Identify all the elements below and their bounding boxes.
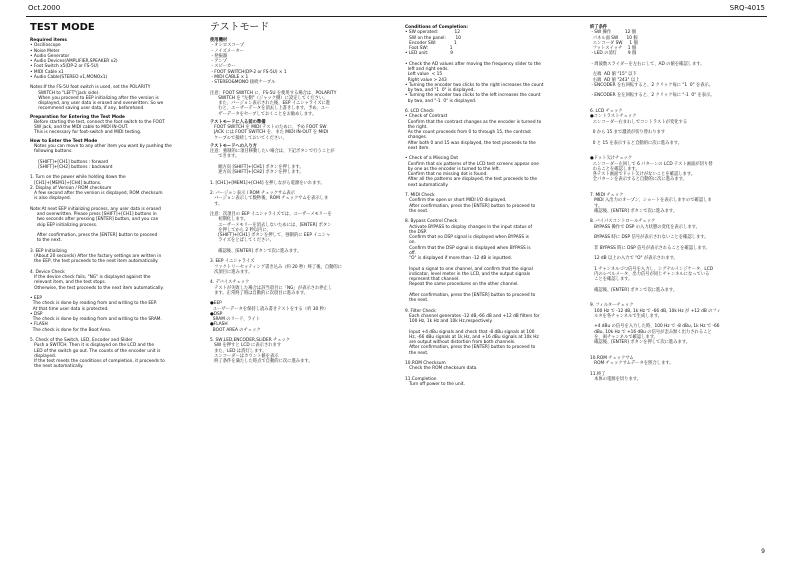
text-line: 12 dB 以上の入力で "O" が表示されます。	[590, 256, 678, 261]
text-line: エンコーダー右まわしでコントラストが変化する	[590, 119, 688, 125]
text-line: ・発振器	[210, 53, 228, 59]
text-line: displayed.	[30, 353, 57, 359]
text-line: After confirmation, press the [ENTER] button to proceed to	[405, 345, 536, 351]
text-line: テストが失敗した場合は該当項目に「NG」が表示され停止し	[210, 285, 333, 291]
text-line: • Audio Cable(STEREO x1,MONOx1)	[30, 74, 108, 80]
text-line: After confirmation, press the [ENTER] button to proceed	[30, 233, 158, 238]
text-line: This is necessary for foot-switch and MIDI testing.	[30, 130, 142, 136]
text-line: 0 と 15 を表示すると自動的に次に進みます。	[590, 140, 683, 146]
text-line: The check is done by reading from and writing to the SRAM.	[30, 317, 162, 322]
column-english-1	[30, 22, 200, 370]
text-line: SWITCH を "左側"（ジャック側）に設定してください。	[210, 95, 328, 101]
text-line: JACK には FOOT SWITCH を、また MIDI IN-OUT を MIDI	[210, 130, 329, 136]
section-heading: Conditions of Completion:	[405, 25, 468, 30]
text-line: パネル面 SW 10 個	[590, 35, 638, 41]
text-line: indicator, level meter in the LCD, and the output signals	[405, 271, 531, 277]
text-line: the next automatically.	[30, 364, 84, 370]
text-line: 9. Filter Check	[405, 308, 436, 314]
text-line: +4 dBu の信号を入力した時、100 Hz で -8 dBu, 1k Hz で -66	[590, 324, 720, 330]
text-line: Check the ROM checksum data.	[405, 366, 478, 372]
text-line: FOOT SWITCH を MIDI テストのために、予め FOOT SW	[210, 125, 327, 130]
text-line: 4. デバイスチェック	[210, 280, 250, 286]
header-model: SRQ-4015	[729, 4, 765, 12]
section-heading: Required items	[30, 38, 67, 43]
text-line: 10.ROM チェックサム	[590, 355, 634, 361]
text-line: A few second after the version is displayed, ROM checksum	[30, 191, 163, 196]
section-heading: テストモードに入る前の準備	[210, 119, 266, 125]
section-title: TEST MODE	[30, 22, 95, 33]
text-line: 順方向 [SHIFT]+[CH1] ボタンを押します。	[210, 164, 304, 170]
section-heading: テストモードへの入り方	[210, 143, 257, 149]
text-line: SW on the panel: 10	[405, 35, 461, 41]
text-line: を、両チャンネルで確認します。	[590, 334, 658, 340]
text-line: After both 0 and 15 was displayed, the test proceeds to the	[405, 140, 536, 146]
text-line: ・ENCODER を右回転すると、2 クリック毎に "1 0" を表示。	[590, 82, 714, 88]
text-line: 11.終了	[590, 371, 606, 377]
section-heading: How to Enter the Test Mode	[30, 138, 98, 144]
text-line: BYPASS 操作で DSP の入力状態の変化を表示します。	[590, 224, 700, 230]
text-line: 各テスト画面でドット欠けがないことを確認します。	[590, 172, 696, 177]
text-line: 注意：FOOT SWITCH に、FS-5U を使用する場合は、POLARITY	[210, 90, 337, 96]
text-line: Encoder SW: 1	[405, 40, 457, 46]
text-line: ユーザーデータを保持し読み書きテストをする（約 30 秒）	[210, 306, 329, 312]
text-line: 6. LCD チェック	[590, 109, 623, 114]
text-line: 5. SW,LED,ENCODER,SLIDER チェック	[210, 338, 291, 343]
text-line: ●ドット欠けチェック	[590, 156, 633, 162]
text-line: next item.	[405, 145, 430, 151]
text-line: 10.ROM Checksum	[405, 361, 446, 366]
text-line: ●コントラストチェック	[590, 114, 637, 120]
text-line: Confirm that no missing dot is found.	[405, 172, 488, 177]
text-line: • Noise Meter	[30, 48, 60, 54]
text-line: 1 チャンネルづつ信号を入力し、シグナルインジケータ、LCD	[590, 266, 714, 272]
text-line: by one as the encoder is turned to the left.	[405, 166, 501, 172]
text-line: ・スピーカー	[210, 64, 236, 70]
page-number: 9	[761, 548, 765, 555]
text-line: [SHIFT]+[CH2] buttons : backward	[30, 164, 113, 170]
text-line: • Check of a Missing Dot	[405, 156, 459, 162]
text-line: Confirm that no DSP signal is displayed when BYPASS is	[405, 235, 529, 240]
text-line: displayed, any user data is erased and overwritten. So we	[30, 101, 164, 106]
text-line: Confirm that the DSP signal is displayed when BYPASS is	[405, 245, 531, 251]
text-line: After confirmation, press the [ENTER] button to proceed to	[405, 203, 536, 209]
text-line: "O" is displayed if more than -12 dB is inputted.	[405, 256, 512, 261]
text-line: エンコーダ SW 1 個	[590, 40, 638, 46]
text-line: two seconds after pressing [ENTER] button, and you can	[30, 217, 159, 223]
text-line: After confirmation, press the [ENTER] button to proceed to	[405, 292, 536, 298]
text-line: • SW operated: 12	[405, 30, 461, 36]
text-line: (About 20 seconds) After the factory settings are written in	[30, 254, 162, 259]
section-heading: Preparation for Entering the Test Mode	[30, 114, 125, 120]
text-line: ます。正常終了時は自動的に次項目に進みます。	[210, 290, 308, 296]
text-line: 次項目に進みます。	[210, 269, 253, 275]
text-line: 終了条件を満たした時点で自動的に次に進みます。	[210, 359, 313, 364]
text-line: • EEP	[30, 296, 42, 301]
text-line: by two, and "-1 0" is displayed.	[405, 98, 477, 104]
text-line: Otherwise, the test proceeds to the next item automatically.	[30, 285, 164, 291]
text-line: 0 から 15 まで濃淡が切り替わります	[590, 130, 666, 135]
text-line: 本体の電源を切ります。	[590, 376, 642, 382]
text-line: [CH1]+[MEM1]+[CH4] buttons.	[30, 180, 102, 186]
text-line: As the count proceeds from 0 to through 15, the contrast	[405, 130, 531, 135]
text-line: SRAM のリード、ライト	[210, 317, 261, 322]
text-line: 初期化します。	[210, 217, 248, 223]
text-line: represent that channel.	[405, 277, 460, 282]
text-line: 8. バイパスコントロールチェック	[590, 219, 656, 225]
text-line: to the next.	[30, 238, 62, 244]
text-line: The check is done by reading from and writing to the EEP.	[30, 301, 158, 307]
text-line: ケーブルで接続しておいてください。	[210, 135, 287, 141]
text-line: If the test meets the conditions of completion, it proceeds to	[30, 359, 165, 364]
text-line: Each channel generates -12 dB,-66 dB and +12 dB filters for	[405, 313, 540, 319]
text-line: 100 Hz で -12 dB, 1k Hz で -66 dB, 10k Hz が +12 dB のフィ	[590, 308, 721, 314]
text-line: Foot SW: 1	[405, 46, 453, 51]
text-line: Right value > 243	[405, 77, 447, 83]
text-line: 1. [CH1]+[MEM1]+[CH4] を押しながら電源をいれます。	[210, 180, 325, 186]
text-line: Repeat the same procedures on the other channel.	[405, 282, 519, 288]
text-line: LED of the switch go out. The counts of the encoder unit is	[30, 348, 161, 354]
text-line: • MIDI Cable x1	[30, 69, 64, 75]
text-line: ユーザーメモリーを消去しないためには、[ENTER] ボタン	[210, 222, 332, 228]
text-line: left and right ends.	[405, 67, 449, 72]
text-line: 3. EEP Initializing	[30, 248, 67, 254]
text-line: むと、ユーザーデータを消去し上書きします。予め、ユー	[210, 106, 330, 112]
text-line: 100 Hz, 1k Hz and 10k Hz,respectively.	[405, 319, 493, 324]
text-line: エンコーダー左回しで 6 パターンの LCD テスト画面が切り替	[590, 161, 713, 167]
text-line: Hz, -66 dBu signals at 1k Hz, and +16 dBu signals at 10k Hz	[405, 334, 539, 340]
text-line: • DSP	[30, 311, 43, 317]
text-line: 6. LCD Check	[405, 109, 434, 114]
text-line: Input +4 dBu signals and check that -8 dBu signals at 100	[405, 329, 535, 335]
text-line: are output without distortion from both channels.	[405, 340, 516, 345]
text-line: dBu, 10k Hz で +16 dBu の信号が歪み無く出力されること	[590, 329, 712, 335]
text-line: Input a signal to one channel, and confirm that the signal	[405, 266, 533, 272]
text-line: Activate BYPASS to display changes in the input status of	[405, 224, 533, 230]
text-line: ・MIDI CABLE × 1	[210, 74, 249, 80]
text-line: 非 BYPASS 時に DSP 信号が表示されることを確認します。	[590, 245, 710, 251]
text-line: • Foot Switch x5(DP-2 or FS-5U)	[30, 64, 99, 70]
text-line: ファクトリーセッティング書き込み（約 20 秒）終了後、自動的に	[210, 264, 343, 270]
text-line: • Turning the encoder two clicks to the right increases the count	[405, 82, 544, 88]
text-line: ライズをとばしてください。	[210, 238, 274, 244]
text-line: 確認後、[ENTER] ボタンで次に進みます。	[590, 287, 678, 293]
text-line: わることを確認します。	[590, 166, 640, 172]
text-line: ・アンプ	[210, 59, 228, 64]
text-line: 9. フィルターチェック	[590, 303, 634, 309]
text-line: ・SW 操作 12 個	[590, 30, 637, 36]
text-line: Notes you can move to any other item you want by pushing the	[30, 143, 172, 149]
column-japanese-2	[590, 22, 760, 382]
text-line: [SHIFT]+[CH1] ボタンを押して、強制的に EEP イニシャ	[210, 233, 331, 238]
text-line: す。	[210, 201, 223, 207]
text-line: skip EEP initializing process.	[30, 222, 98, 228]
text-line: Confirm that the contrast changes as the encoder is turned to	[405, 119, 542, 125]
text-line: また、LED は消灯します。	[210, 348, 267, 354]
text-line: 全パターンを表示すると自動的に次に進みます。	[590, 177, 687, 183]
text-line: 内のレベルメータ、出力信号が同じチャンネルになっている	[590, 271, 710, 277]
text-line: ・STEREO&MONO 接続ケーブル	[210, 80, 276, 85]
text-line: Notes:If the FS-5U foot switch is used, set the POLARITY	[30, 85, 151, 91]
text-line: following buttons.	[30, 149, 73, 154]
text-line: フットスイッチ 1 個	[590, 46, 637, 51]
text-line: If the device check fails, "NG" is displayed against the	[30, 275, 151, 280]
text-line: the right.	[405, 124, 428, 130]
text-line: The check is done for the Boot Area.	[30, 327, 112, 333]
text-line: the next.	[405, 350, 429, 356]
text-line: relevant item, and the test stops.	[30, 280, 107, 286]
text-line: • FLASH	[30, 322, 48, 328]
text-line: Confirm that six patterns of the LCD test screens appear one	[405, 161, 539, 167]
text-line: by two, and "1 0" is displayed.	[405, 88, 475, 93]
text-line: • Check of Contrast	[405, 114, 448, 120]
text-line: ザーデータをセーブしておくことをお勧めします。	[210, 111, 317, 117]
text-line: できます。	[210, 154, 240, 160]
text-line: 左端 AD 値 "15" 以下	[590, 72, 637, 78]
text-line: • Oscilloscope	[30, 43, 61, 49]
section-heading: 使用機材	[210, 38, 228, 43]
text-line: 確認後、[ENTER] ボタンで次に進みます。	[210, 248, 302, 254]
text-line: Turn off power to the unit.	[405, 382, 465, 387]
text-line: next automatically.	[405, 182, 449, 188]
text-line: • LED unit: 9	[405, 51, 454, 57]
text-line: the next.	[405, 298, 429, 303]
text-line: the EEP, the test proceeds to the next item automatically.	[30, 259, 159, 265]
text-line: BYPASS 時に DSP 信号が表示されないことを確認します。	[590, 235, 709, 240]
text-line: • Audio Generator	[30, 53, 70, 59]
text-line: 5. Check of the Switch, LED, Encoder and Slider	[30, 338, 133, 343]
text-line: changes.	[405, 135, 428, 141]
text-line: ROM チェックサムデータを照合します。	[590, 361, 674, 366]
text-line: SWITCH to "LEFT"(jack side).	[30, 90, 100, 96]
column-japanese-1	[210, 22, 380, 364]
text-line: ・ノイズメーター	[210, 48, 244, 54]
text-line: 7. MIDI Check	[405, 193, 435, 198]
text-line: off.	[405, 250, 417, 256]
text-line: on.	[405, 240, 416, 246]
text-line: ・FOOT SWITCH(DP-2 or FS-5U) × 1	[210, 69, 287, 75]
text-line: バージョン表示して数秒後、ROM チェックサムを表示しま	[210, 196, 329, 202]
text-line: recommend saving user data, if any, beforehand.	[30, 106, 145, 112]
text-line: 8. Bypass Control Check	[405, 219, 458, 225]
text-line: SW jack, and the MIDI cable to MIDI IN-OUT.	[30, 125, 129, 130]
text-line: 確認後、[ENTER] ボタンを押して次に進みます。	[590, 340, 691, 345]
text-line: [SHIFT]+[CH1] buttons : forward	[30, 159, 109, 165]
text-line: ルタを各チャンネルで生成します。	[590, 313, 663, 319]
text-line: 注意：強制的に項目移動したい場合は、下記ボタンで行うことが	[210, 149, 335, 154]
text-line: ・LED の消灯 9 個	[590, 51, 637, 57]
text-line: 逆方向 [SHIFT]+[CH2] ボタンを押します。	[210, 170, 304, 175]
text-line: ・ENCODER を左回転すると、2 クリック毎に "-1 0" を表示。	[590, 93, 715, 99]
text-line: When you proceed to EEP initializing after the version is	[30, 95, 159, 101]
text-line: 右端 AD 値 "243" 以上	[590, 77, 640, 83]
text-line: the DSP.	[405, 229, 427, 235]
text-line: ●DSP	[210, 311, 223, 317]
text-line: 2. Display of Version / ROM checksum	[30, 185, 112, 191]
text-line: BOOT AREA のチェック	[210, 327, 261, 333]
text-line: ・周波数スライダーを左右にして、AD の値を確認します。	[590, 61, 705, 67]
header-rule	[26, 16, 767, 17]
text-line: Confirm the open or short MIDI I/O displayed.	[405, 198, 507, 204]
section-heading: 終了条件	[590, 25, 608, 30]
text-line: 確認後、[ENTER] ボタンで次に進みます。	[590, 208, 678, 214]
text-line: SW を押すと LCD に表示されます	[210, 343, 282, 349]
text-line: また、バージョン表示された後、EEP イニシャライズに進	[210, 101, 331, 106]
column-english-2	[405, 22, 575, 387]
text-line: At that time user data is protected.	[30, 306, 109, 312]
text-line: を押してから 2 秒以内に、	[210, 227, 271, 233]
text-line: 3. EEP イニシャライズ	[210, 259, 255, 265]
text-line: す。	[590, 203, 603, 209]
text-line: 2. バージョン表示 / ROM チェックサム表示	[210, 191, 296, 196]
text-line: • Audio Devices(AMPLIFIER,SPEAKER x2)	[30, 59, 118, 64]
text-line: the next.	[405, 208, 429, 214]
section-title: テストモード	[210, 22, 270, 33]
text-line: ●FLASH	[210, 322, 228, 328]
text-line: MIDI 入出力のオープン、ショートを表示しますので確認しま	[590, 198, 712, 204]
text-line: ●EEP	[210, 301, 222, 307]
text-line: is also displayed.	[30, 196, 71, 202]
text-line: 注意：次項目の EEP イニシャライズでは、ユーザーメモリーを	[210, 212, 332, 217]
text-line: 7. MIDI チェック	[590, 193, 624, 198]
text-line: 11.Completion	[405, 376, 437, 382]
text-line: Note:At next EEP initializing process, any user data is erased	[30, 206, 161, 212]
text-line: 1. Turn on the power while holding down the	[30, 175, 126, 181]
text-line: Left value < 15	[405, 72, 443, 78]
text-line: After all the patterns are displayed, the test proceeds to the	[405, 177, 538, 183]
text-line: ことを確認します。	[590, 277, 633, 282]
text-line: Before starting the test, connect the foot switch to the FOOT	[30, 119, 165, 125]
text-line: • Check the AD values after moving the frequency slider to the	[405, 61, 541, 67]
text-line: 4. Device Check	[30, 269, 65, 275]
text-line: Push a SWITCH. Then it is displayed on the LCD and the	[30, 343, 154, 349]
text-line: ・オシロスコープ	[210, 43, 245, 49]
text-line: • Turning the encoder two clicks to the left increases the count	[405, 93, 541, 99]
header-date: Oct.2000	[28, 4, 61, 12]
text-line: エンコーダーはカウント値を表示	[210, 353, 279, 359]
text-line: and overwritten. Please press [SHIFT]+[CH1] buttons in	[30, 212, 157, 217]
